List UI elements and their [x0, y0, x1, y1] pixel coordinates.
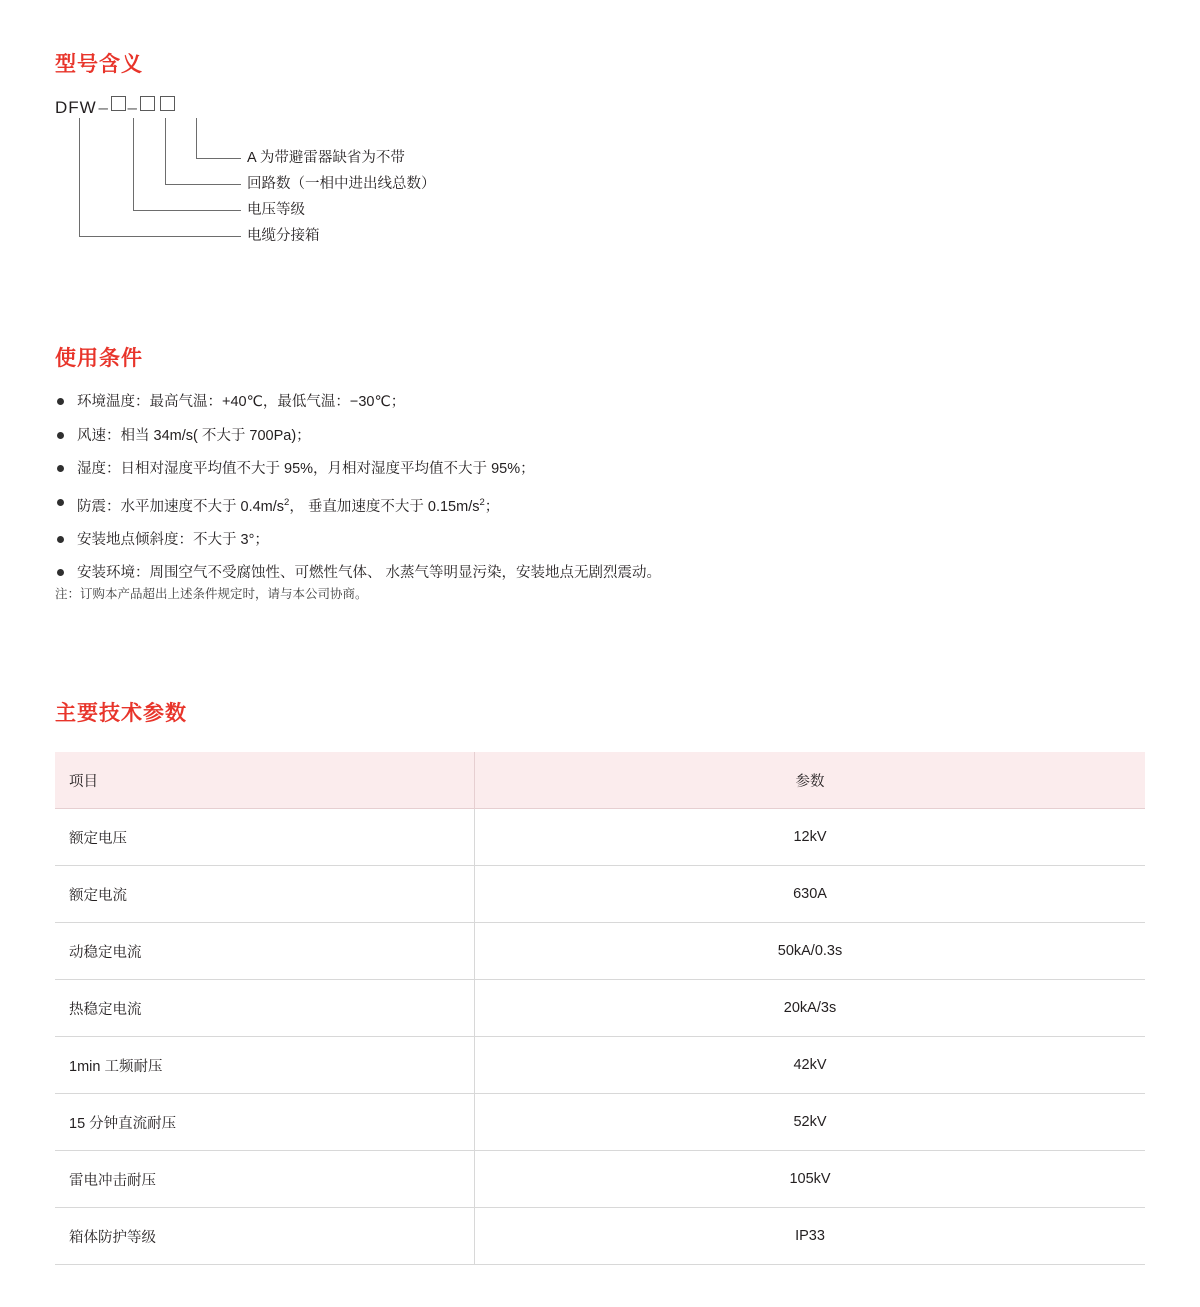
list-item: [55, 530, 1145, 550]
cell-value: 105kV: [475, 1151, 1146, 1208]
model-code-box-voltage: [111, 96, 126, 111]
section-title-model: 型号含义: [55, 53, 143, 76]
conditions-note: 注：订购本产品超出上述条件规定时，请与本公司协商。: [55, 587, 368, 601]
column-header-value: 参数: [475, 752, 1146, 809]
condition-text: 安装地点倾斜度：不大于 3°；: [77, 531, 269, 548]
cell-item: 额定电流: [55, 866, 475, 923]
cell-value: 52kV: [475, 1094, 1146, 1151]
condition-text: 安装环境：周围空气不受腐蚀性、可燃性气体、 水蒸气等明显污染，安装地点无剧烈震动。: [77, 565, 662, 582]
condition-text: 湿度：日相对湿度平均值不大于 95%，月相对湿度平均值不大于 95%；: [77, 461, 535, 477]
column-header-item: 项目: [55, 752, 475, 809]
leader-label-voltage: 电压等级: [247, 202, 305, 218]
table-row: [55, 1151, 1145, 1208]
condition-sup-2: 2: [479, 496, 485, 508]
table-header: [55, 752, 1145, 809]
list-item-seismic: [55, 493, 1145, 517]
leader-vline-cablebox: [79, 118, 80, 236]
cell-value: IP33: [475, 1208, 1146, 1265]
section-title-parameters: 主要技术参数: [55, 702, 187, 725]
cell-item: 动稳定电流: [55, 923, 475, 980]
cell-value: 630A: [475, 866, 1146, 923]
table-row: [55, 809, 1145, 866]
list-item: [55, 459, 1145, 479]
leader-hline-arrester: [196, 158, 241, 159]
model-code-box-circuits: [140, 96, 155, 111]
bullet-icon: [57, 499, 64, 506]
cell-item: 额定电压: [55, 809, 475, 866]
list-item: [55, 563, 1145, 583]
leader-label-cablebox: 电缆分接箱: [247, 228, 320, 244]
table-row: [55, 1208, 1145, 1265]
cell-value: 20kA/3s: [475, 980, 1146, 1037]
condition-text: 风速：相当 34m/s( 不大于 700Pa)；: [77, 427, 311, 444]
cell-value: 12kV: [475, 809, 1146, 866]
cell-item: 雷电冲击耐压: [55, 1151, 475, 1208]
table-row: [55, 1094, 1145, 1151]
model-code-line: [55, 96, 175, 118]
section-title-conditions: 使用条件: [55, 347, 143, 370]
leader-hline-voltage: [133, 210, 241, 211]
cell-value: 42kV: [475, 1037, 1146, 1094]
bullet-icon: [57, 398, 64, 405]
table-row: [55, 866, 1145, 923]
leader-label-arrester: A 为带避雷器缺省为不带: [247, 150, 405, 166]
condition-text-suffix: ；: [484, 498, 500, 515]
cell-item: 1min 工频耐压: [55, 1037, 475, 1094]
table-body: [55, 809, 1145, 1265]
leader-label-circuits: 回路数（一相中进出线总数）: [247, 176, 436, 192]
parameters-table: [55, 752, 1145, 1265]
table-header-row: [55, 752, 1145, 809]
leader-vline-voltage: [133, 118, 134, 210]
condition-text: 环境温度：最高气温：+40℃，最低气温：−30℃；: [77, 394, 406, 410]
leader-hline-cablebox: [79, 236, 241, 237]
bullet-icon: [57, 432, 64, 439]
table-row: [55, 923, 1145, 980]
cell-item: 15 分钟直流耐压: [55, 1094, 475, 1151]
list-item: [55, 426, 1145, 446]
cell-item: 箱体防护等级: [55, 1208, 475, 1265]
model-designation-diagram: [55, 96, 755, 266]
condition-text-prefix: 防震：水平加速度不大于 0.4m/s: [77, 498, 285, 515]
model-code-dash-1: –: [98, 98, 109, 117]
model-code-dash-2: –: [127, 98, 138, 117]
condition-sup-1: 2: [284, 496, 290, 508]
model-code-box-arrester: [160, 96, 175, 111]
bullet-icon: [57, 569, 64, 576]
list-item: [55, 392, 1145, 412]
cell-item: 热稳定电流: [55, 980, 475, 1037]
leader-vline-circuits: [165, 118, 166, 184]
bullet-icon: [57, 536, 64, 543]
leader-vline-arrester: [196, 118, 197, 158]
cell-value: 50kA/0.3s: [475, 923, 1146, 980]
model-code-prefix: DFW: [55, 98, 97, 117]
conditions-list: [55, 392, 1145, 597]
condition-text-middle: ， 垂直加速度不大于 0.15m/s: [289, 498, 480, 515]
leader-hline-circuits: [165, 184, 241, 185]
bullet-icon: [57, 465, 64, 472]
table-row: [55, 1037, 1145, 1094]
table-row: [55, 980, 1145, 1037]
